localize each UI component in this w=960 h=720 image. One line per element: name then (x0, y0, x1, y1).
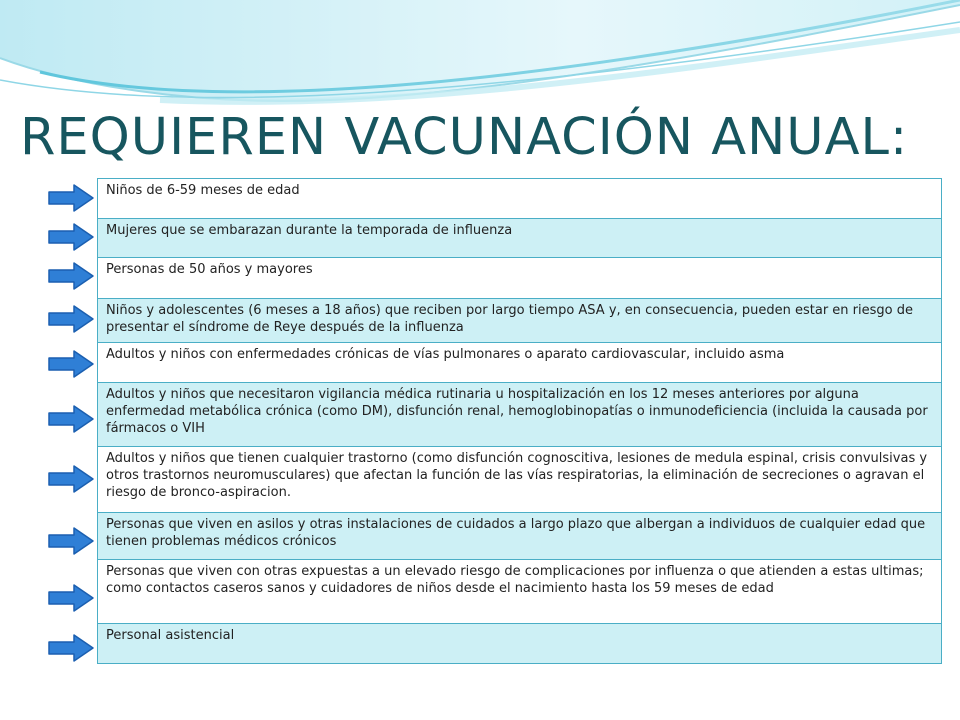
right-arrow-icon (47, 404, 95, 434)
row-text: Personas que viven en asilos y otras instalaciones de cuidados a largo plazo que albergan a individuos de cualquier edad que tienen problemas médicos crónicos (106, 517, 926, 549)
row-text: Adultos y niños que necesitaron vigilancia médica rutinaria u hospitalización en los 12 meses anteriores por alguna enfermedad metabólica crónica (como DM), disfunción renal, hemoglobinopatías o inmunodeficiencia (incluida la causada por fármacos o VIH (106, 387, 928, 436)
table-row (98, 560, 941, 624)
row-text: Mujeres que se embarazan durante la temporada de influenza (106, 223, 513, 238)
row-text: Personas de 50 años y mayores (106, 262, 313, 277)
right-arrow-icon (47, 526, 95, 556)
row-text: Niños y adolescentes (6 meses a 18 años) que reciben por largo tiempo ASA y, en consecuencia, pueden estar en riesgo de presentar el síndrome de Reye después de la influenza (106, 303, 913, 335)
table-row (98, 447, 941, 513)
table-row (98, 219, 941, 258)
right-arrow-icon (47, 349, 95, 379)
row-text: Personas que viven con otras expuestas a un elevado riesgo de complicaciones por influenza o que atienden a estas ultimas; como contactos caseros sanos y cuidadores de niños desde el nacimiento hasta los 59 meses de edad (106, 564, 924, 596)
table-row (98, 343, 941, 383)
right-arrow-icon (47, 464, 95, 494)
right-arrow-icon (47, 261, 95, 291)
right-arrow-icon (47, 183, 95, 213)
row-text: Personal asistencial (106, 628, 235, 643)
table-row (98, 179, 941, 219)
table-row (98, 258, 941, 299)
slide-title: REQUIEREN VACUNACIÓN ANUAL: (20, 108, 909, 167)
row-text: Adultos y niños que tienen cualquier trastorno (como disfunción cognoscitiva, lesiones de medula espinal, crisis convulsivas y otros trastornos neuromusculares) que afectan la función de las vías respiratorias, la eliminación de secreciones o agravan el riesgo de bronco-aspiracion. (106, 451, 928, 500)
row-text: Adultos y niños con enfermedades crónicas de vías pulmonares o aparato cardiovascular, incluido asma (106, 347, 785, 362)
right-arrow-icon (47, 304, 95, 334)
row-text: Niños de 6-59 meses de edad (106, 183, 300, 198)
table-row (98, 624, 941, 664)
wave-header-decoration (0, 0, 960, 120)
table-row (98, 299, 941, 343)
right-arrow-icon (47, 583, 95, 613)
right-arrow-icon (47, 222, 95, 252)
table-row (98, 513, 941, 560)
vaccination-criteria-table (97, 178, 942, 664)
table-row (98, 383, 941, 447)
right-arrow-icon (47, 633, 95, 663)
